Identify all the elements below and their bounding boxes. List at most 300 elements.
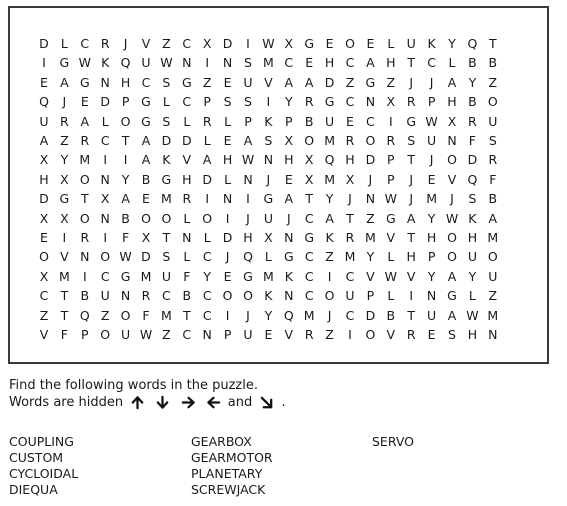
grid-cell[interactable]: G [181, 74, 192, 90]
grid-cell[interactable]: D [141, 249, 151, 265]
grid-cell[interactable]: G [304, 230, 315, 245]
grid-cell[interactable]: H [406, 249, 416, 265]
grid-cell[interactable]: V [39, 327, 49, 342]
grid-cell[interactable]: G [263, 191, 274, 207]
grid-cell[interactable]: E [223, 74, 232, 90]
grid-cell[interactable]: L [183, 210, 191, 226]
grid-cell[interactable]: Y [427, 210, 436, 226]
grid-cell[interactable]: E [427, 327, 436, 342]
grid-cell[interactable]: Y [468, 268, 477, 284]
grid-cell[interactable]: T [305, 191, 313, 207]
grid-cell[interactable]: A [284, 74, 294, 90]
grid-cell[interactable]: U [345, 288, 355, 304]
grid-cell[interactable]: N [263, 152, 274, 168]
grid-cell[interactable]: J [246, 307, 250, 323]
grid-cell[interactable]: V [264, 74, 273, 90]
grid-cell[interactable]: I [225, 307, 230, 323]
grid-cell[interactable]: O [365, 327, 376, 342]
grid-cell[interactable]: W [445, 210, 459, 226]
grid-cell[interactable]: J [327, 307, 332, 323]
grid-cell[interactable]: A [39, 133, 49, 148]
grid-cell[interactable]: P [387, 152, 395, 168]
grid-cell[interactable]: V [386, 327, 396, 342]
grid-cell[interactable]: F [468, 133, 476, 148]
grid-cell[interactable]: U [263, 210, 273, 226]
grid-cell[interactable]: U [325, 113, 335, 129]
grid-cell[interactable]: W [160, 55, 173, 71]
grid-cell[interactable]: L [387, 249, 395, 265]
grid-cell[interactable]: C [304, 249, 314, 265]
grid-cell[interactable]: L [448, 55, 456, 71]
grid-cell[interactable]: M [487, 307, 499, 323]
grid-cell[interactable]: E [223, 268, 232, 284]
grid-cell[interactable]: V [366, 268, 375, 284]
grid-cell[interactable]: K [101, 55, 110, 71]
grid-cell[interactable]: M [140, 268, 152, 284]
grid-cell[interactable]: R [386, 133, 396, 148]
grid-cell[interactable]: S [223, 94, 232, 110]
grid-cell[interactable]: T [162, 230, 171, 245]
grid-cell[interactable]: C [345, 268, 355, 284]
grid-cell[interactable]: U [39, 113, 49, 129]
grid-cell[interactable]: M [344, 249, 356, 265]
grid-cell[interactable]: X [100, 191, 110, 207]
grid-cell[interactable]: H [284, 152, 294, 168]
grid-cell[interactable]: N [488, 327, 498, 342]
grid-cell[interactable]: H [447, 94, 457, 110]
grid-cell[interactable]: O [487, 94, 498, 110]
grid-cell[interactable]: N [222, 191, 233, 207]
grid-cell[interactable]: T [407, 152, 415, 168]
grid-cell[interactable]: N [182, 230, 192, 245]
grid-cell[interactable]: R [345, 133, 355, 148]
grid-cell[interactable]: N [222, 55, 233, 71]
grid-cell[interactable]: X [60, 210, 69, 226]
grid-cell[interactable]: J [225, 249, 230, 265]
grid-cell[interactable]: P [387, 171, 395, 187]
grid-cell[interactable]: Z [386, 74, 396, 90]
grid-cell[interactable]: A [447, 268, 457, 284]
grid-cell[interactable]: Z [366, 210, 375, 226]
grid-cell[interactable]: T [121, 133, 130, 148]
grid-cell[interactable]: J [246, 210, 250, 226]
grid-cell[interactable]: H [467, 327, 478, 342]
grid-cell[interactable]: M [160, 191, 172, 207]
grid-cell[interactable]: S [244, 94, 252, 110]
grid-cell[interactable]: Y [468, 74, 477, 90]
grid-cell[interactable]: E [223, 133, 232, 148]
grid-cell[interactable]: J [409, 74, 414, 90]
grid-cell[interactable]: L [101, 113, 109, 129]
grid-cell[interactable]: A [366, 55, 375, 71]
grid-cell[interactable]: E [80, 94, 89, 110]
grid-cell[interactable]: T [60, 288, 69, 304]
grid-cell[interactable]: A [60, 74, 69, 90]
grid-cell[interactable]: O [79, 210, 90, 226]
grid-cell[interactable]: Q [467, 171, 478, 187]
grid-cell[interactable]: A [202, 152, 212, 168]
grid-cell[interactable]: I [103, 152, 108, 168]
grid-cell[interactable]: V [60, 249, 69, 265]
grid-cell[interactable]: I [327, 268, 332, 284]
grid-cell[interactable]: T [407, 230, 415, 245]
grid-cell[interactable]: S [407, 133, 416, 148]
grid-cell[interactable]: Z [100, 307, 110, 323]
grid-cell[interactable]: G [447, 288, 457, 304]
grid-cell[interactable]: O [345, 36, 355, 51]
grid-cell[interactable]: J [266, 171, 271, 187]
grid-cell[interactable]: X [39, 152, 49, 168]
grid-cell[interactable]: W [384, 268, 397, 284]
grid-cell[interactable]: J [450, 191, 454, 207]
grid-cell[interactable]: H [39, 171, 49, 187]
grid-cell[interactable]: G [243, 268, 253, 284]
grid-cell[interactable]: F [183, 268, 191, 284]
grid-cell[interactable]: W [466, 307, 479, 323]
grid-cell[interactable]: P [366, 288, 375, 304]
grid-cell[interactable]: L [387, 36, 395, 51]
grid-cell[interactable]: J [429, 74, 434, 90]
grid-cell[interactable]: C [39, 288, 49, 304]
grid-cell[interactable]: X [447, 113, 457, 129]
grid-cell[interactable]: M [79, 152, 91, 168]
grid-cell[interactable]: R [202, 113, 212, 129]
grid-cell[interactable]: D [365, 307, 376, 323]
grid-cell[interactable]: Z [488, 288, 498, 304]
grid-cell[interactable]: M [160, 307, 172, 323]
grid-cell[interactable]: K [427, 36, 436, 51]
grid-cell[interactable]: D [39, 36, 49, 51]
grid-cell[interactable]: P [203, 94, 211, 110]
grid-cell[interactable]: F [121, 230, 130, 245]
grid-cell[interactable]: E [366, 36, 375, 51]
grid-cell[interactable]: R [304, 327, 314, 342]
grid-cell[interactable]: G [304, 36, 315, 51]
grid-cell[interactable]: J [368, 171, 373, 187]
grid-cell[interactable]: K [264, 113, 273, 129]
grid-cell[interactable]: A [141, 133, 151, 148]
grid-cell[interactable]: R [182, 191, 192, 207]
grid-cell[interactable]: C [345, 55, 355, 71]
grid-cell[interactable]: N [182, 55, 192, 71]
grid-cell[interactable]: W [425, 113, 438, 129]
grid-cell[interactable]: W [139, 327, 153, 342]
grid-cell[interactable]: B [488, 191, 498, 207]
grid-cell[interactable]: G [283, 249, 294, 265]
grid-cell[interactable]: M [324, 133, 335, 148]
grid-cell[interactable]: V [182, 152, 192, 168]
grid-cell[interactable]: N [100, 210, 110, 226]
grid-cell[interactable]: N [100, 171, 110, 187]
grid-cell[interactable]: C [182, 36, 192, 51]
grid-cell[interactable]: T [60, 307, 69, 323]
grid-cell[interactable]: C [162, 288, 171, 304]
grid-cell[interactable]: F [60, 327, 68, 342]
grid-cell[interactable]: H [222, 152, 233, 168]
grid-cell[interactable]: C [284, 55, 294, 71]
grid-cell[interactable]: O [447, 152, 457, 168]
grid-cell[interactable]: Y [366, 249, 375, 265]
grid-cell[interactable]: O [39, 249, 49, 265]
grid-cell[interactable]: A [406, 210, 416, 226]
grid-cell[interactable]: C [80, 36, 90, 51]
grid-cell[interactable]: O [202, 210, 213, 226]
grid-cell[interactable]: G [161, 171, 172, 187]
grid-cell[interactable]: X [304, 152, 314, 168]
grid-cell[interactable]: Z [202, 74, 212, 90]
grid-cell[interactable]: F [142, 307, 150, 323]
grid-cell[interactable]: Q [467, 36, 478, 51]
grid-cell[interactable]: W [262, 36, 275, 51]
grid-cell[interactable]: A [80, 113, 90, 129]
grid-cell[interactable]: Q [283, 307, 294, 323]
grid-cell[interactable]: A [447, 74, 457, 90]
grid-cell[interactable]: K [468, 210, 477, 226]
grid-cell[interactable]: E [305, 55, 314, 71]
grid-cell[interactable]: R [488, 152, 498, 168]
grid-cell[interactable]: Q [243, 249, 253, 265]
grid-cell[interactable]: Y [60, 152, 69, 168]
grid-cell[interactable]: G [406, 113, 417, 129]
grid-cell[interactable]: S [244, 55, 252, 71]
grid-cell[interactable]: D [467, 152, 478, 168]
grid-cell[interactable]: X [264, 230, 273, 245]
grid-cell[interactable]: B [182, 288, 192, 304]
grid-cell[interactable]: N [120, 288, 131, 304]
grid-cell[interactable]: X [386, 94, 396, 110]
grid-cell[interactable]: K [264, 288, 273, 304]
grid-cell[interactable]: U [488, 268, 498, 284]
grid-cell[interactable]: B [488, 55, 498, 71]
grid-cell[interactable]: M [303, 307, 315, 323]
grid-cell[interactable]: H [324, 55, 335, 71]
grid-cell[interactable]: L [387, 288, 395, 304]
grid-cell[interactable]: I [103, 230, 108, 245]
grid-cell[interactable]: U [427, 133, 437, 148]
grid-cell[interactable]: R [304, 94, 314, 110]
grid-cell[interactable]: M [324, 171, 335, 187]
grid-cell[interactable]: X [60, 171, 69, 187]
grid-cell[interactable]: Z [162, 36, 171, 51]
grid-cell[interactable]: O [161, 210, 172, 226]
grid-cell[interactable]: S [264, 133, 273, 148]
grid-cell[interactable]: N [426, 288, 437, 304]
grid-cell[interactable]: L [468, 288, 476, 304]
grid-cell[interactable]: U [121, 327, 131, 342]
grid-cell[interactable]: J [348, 191, 352, 207]
grid-cell[interactable]: P [121, 94, 130, 110]
grid-cell[interactable]: N [284, 230, 294, 245]
grid-cell[interactable]: G [324, 94, 335, 110]
grid-cell[interactable]: L [203, 133, 211, 148]
grid-cell[interactable]: H [386, 55, 396, 71]
grid-cell[interactable]: R [141, 288, 151, 304]
grid-cell[interactable]: C [182, 327, 192, 342]
grid-cell[interactable]: I [246, 36, 250, 51]
grid-cell[interactable]: B [468, 94, 477, 110]
grid-cell[interactable]: H [426, 230, 437, 245]
grid-cell[interactable]: W [241, 152, 255, 168]
grid-cell[interactable]: V [141, 36, 151, 51]
grid-cell[interactable]: X [304, 171, 314, 187]
grid-cell[interactable]: J [409, 191, 414, 207]
grid-cell[interactable]: X [141, 230, 151, 245]
grid-cell[interactable]: N [365, 94, 376, 110]
grid-cell[interactable]: C [202, 249, 212, 265]
grid-cell[interactable]: A [488, 210, 498, 226]
grid-cell[interactable]: O [304, 133, 315, 148]
grid-cell[interactable]: J [62, 94, 67, 110]
grid-cell[interactable]: S [468, 191, 477, 207]
grid-cell[interactable]: O [447, 230, 457, 245]
grid-cell[interactable]: Z [325, 249, 334, 265]
grid-cell[interactable]: A [447, 307, 457, 323]
grid-cell[interactable]: A [284, 191, 294, 207]
grid-cell[interactable]: Z [60, 133, 69, 148]
grid-cell[interactable]: I [225, 210, 230, 226]
grid-cell[interactable]: R [60, 113, 69, 129]
grid-cell[interactable]: E [142, 191, 150, 207]
grid-cell[interactable]: C [427, 55, 436, 71]
grid-cell[interactable]: Z [39, 307, 49, 323]
grid-cell[interactable]: S [448, 327, 456, 342]
grid-cell[interactable]: D [181, 133, 192, 148]
grid-cell[interactable]: B [468, 55, 477, 71]
grid-cell[interactable]: S [162, 249, 171, 265]
grid-cell[interactable]: N [243, 171, 253, 187]
grid-cell[interactable]: G [365, 74, 376, 90]
grid-cell[interactable]: T [488, 36, 497, 51]
grid-cell[interactable]: U [100, 288, 110, 304]
grid-cell[interactable]: C [202, 288, 212, 304]
grid-cell[interactable]: U [406, 36, 416, 51]
grid-cell[interactable]: O [100, 327, 111, 342]
grid-cell[interactable]: X [284, 133, 294, 148]
grid-cell[interactable]: I [246, 191, 250, 207]
grid-cell[interactable]: I [62, 230, 67, 245]
grid-cell[interactable]: S [488, 133, 497, 148]
grid-cell[interactable]: U [467, 249, 477, 265]
grid-cell[interactable]: W [119, 249, 132, 265]
grid-cell[interactable]: K [162, 152, 171, 168]
grid-cell[interactable]: G [59, 191, 70, 207]
grid-cell[interactable]: W [78, 55, 91, 71]
grid-cell[interactable]: Y [203, 268, 211, 284]
grid-cell[interactable]: I [388, 113, 393, 129]
grid-cell[interactable]: N [447, 133, 457, 148]
grid-cell[interactable]: D [222, 36, 233, 51]
grid-cell[interactable]: H [345, 152, 355, 168]
grid-cell[interactable]: I [348, 327, 352, 342]
grid-cell[interactable]: D [39, 191, 49, 207]
grid-cell[interactable]: O [365, 133, 376, 148]
grid-cell[interactable]: C [100, 268, 110, 284]
grid-cell[interactable]: N [284, 288, 294, 304]
grid-cell[interactable]: O [120, 113, 131, 129]
grid-cell[interactable]: R [80, 133, 90, 148]
grid-cell[interactable]: Q [39, 94, 49, 110]
grid-cell[interactable]: Z [325, 327, 334, 342]
grid-cell[interactable]: V [284, 327, 294, 342]
grid-cell[interactable]: O [120, 307, 131, 323]
grid-cell[interactable]: M [487, 230, 499, 245]
grid-cell[interactable]: L [60, 36, 68, 51]
grid-cell[interactable]: Z [162, 327, 171, 342]
grid-cell[interactable]: O [447, 249, 457, 265]
grid-cell[interactable]: T [80, 191, 89, 207]
grid-cell[interactable]: N [202, 327, 212, 342]
grid-cell[interactable]: B [386, 307, 396, 323]
grid-cell[interactable]: I [82, 268, 87, 284]
grid-cell[interactable]: I [42, 55, 46, 71]
grid-cell[interactable]: O [79, 171, 90, 187]
grid-cell[interactable]: F [489, 171, 497, 187]
grid-cell[interactable]: G [59, 55, 70, 71]
grid-cell[interactable]: S [162, 113, 171, 129]
grid-cell[interactable]: I [266, 94, 271, 110]
grid-cell[interactable]: D [100, 94, 110, 110]
grid-cell[interactable]: R [468, 113, 477, 129]
grid-cell[interactable]: O [487, 249, 498, 265]
grid-cell[interactable]: Q [120, 55, 131, 71]
grid-cell[interactable]: C [304, 210, 314, 226]
grid-cell[interactable]: R [80, 230, 90, 245]
grid-cell[interactable]: O [222, 288, 233, 304]
grid-cell[interactable]: G [385, 210, 396, 226]
grid-cell[interactable]: K [284, 268, 293, 284]
grid-cell[interactable]: G [120, 268, 131, 284]
grid-cell[interactable]: J [286, 210, 291, 226]
grid-cell[interactable]: D [365, 152, 376, 168]
grid-cell[interactable]: N [80, 249, 90, 265]
grid-cell[interactable]: O [141, 210, 151, 226]
grid-cell[interactable]: J [123, 36, 128, 51]
grid-cell[interactable]: C [366, 113, 375, 129]
grid-cell[interactable]: E [325, 36, 334, 51]
grid-cell[interactable]: R [100, 36, 110, 51]
grid-cell[interactable]: E [264, 327, 273, 342]
grid-cell[interactable]: K [325, 230, 334, 245]
grid-cell[interactable]: E [40, 230, 48, 245]
grid-cell[interactable]: B [141, 171, 151, 187]
grid-cell[interactable]: U [161, 268, 171, 284]
grid-cell[interactable]: Y [284, 94, 293, 110]
grid-cell[interactable]: C [345, 94, 355, 110]
grid-cell[interactable]: G [141, 94, 151, 110]
grid-cell[interactable]: P [81, 327, 89, 342]
grid-cell[interactable]: M [426, 191, 437, 207]
grid-cell[interactable]: V [386, 230, 396, 245]
grid-cell[interactable]: U [488, 113, 498, 129]
grid-cell[interactable]: E [346, 113, 354, 129]
grid-cell[interactable]: L [203, 230, 211, 245]
grid-cell[interactable]: R [406, 94, 416, 110]
grid-cell[interactable]: D [161, 133, 172, 148]
grid-cell[interactable]: H [120, 74, 131, 90]
grid-cell[interactable]: J [409, 171, 414, 187]
grid-cell[interactable]: I [205, 191, 210, 207]
grid-cell[interactable]: H [243, 230, 253, 245]
grid-cell[interactable]: C [304, 288, 314, 304]
grid-cell[interactable]: U [427, 307, 437, 323]
grid-cell[interactable]: A [141, 152, 151, 168]
grid-cell[interactable]: H [467, 230, 478, 245]
grid-cell[interactable]: H [182, 171, 192, 187]
grid-cell[interactable]: Y [121, 171, 130, 187]
grid-cell[interactable]: T [407, 55, 415, 71]
grid-cell[interactable]: T [182, 307, 191, 323]
grid-cell[interactable]: E [427, 171, 436, 187]
